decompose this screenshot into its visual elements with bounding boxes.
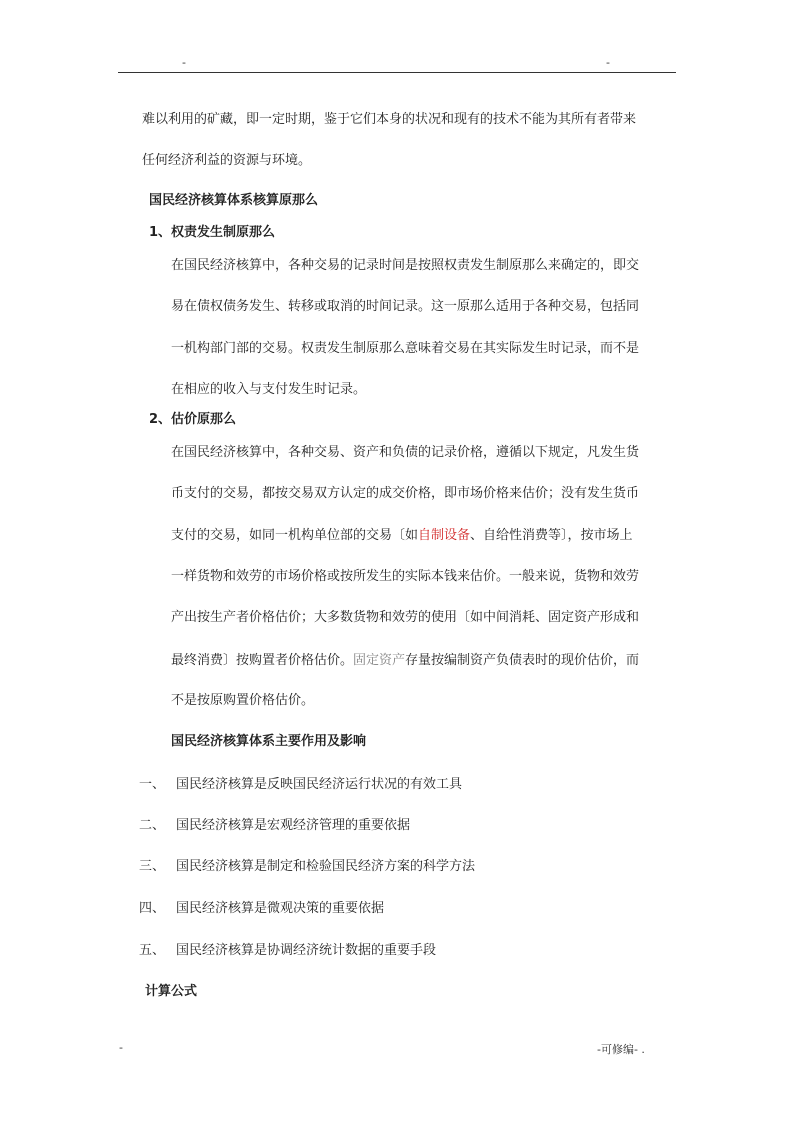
item2-line6-end: 存量按编制资产负债表时的现价估价，而 [405, 653, 640, 668]
highlight-fixed-assets: 固定资产 [353, 653, 406, 668]
item2-line3-start: 支付的交易，如同一机构单位部的交易〔如 [171, 528, 419, 543]
item2-line3-end: 、自给性消费等〕，按市场上 [470, 528, 633, 543]
role-text: 国民经济核算是协调经济统计数据的重要手段 [176, 943, 437, 958]
role-number: 三、 [139, 859, 166, 874]
role-number: 四、 [139, 901, 166, 916]
item2-line4: 一样货物和效劳的市场价格或按所发生的实际本钱来估价。一般来说，货物和效劳 [171, 569, 640, 584]
item2-title: 估价原那么 [171, 412, 237, 427]
item2-line1: 在国民经济核算中，各种交易、资产和负债的记录价格，遵循以下规定，凡发生货 [171, 445, 640, 460]
section-heading-formulas: 计算公式 [145, 984, 198, 999]
role-number: 二、 [139, 818, 166, 833]
item2-number: 2、 [149, 412, 172, 427]
para1-line1: 难以利用的矿藏，即一定时期，鉴于它们本身的状况和现有的技术不能为其所有者带来 [142, 112, 637, 127]
role-number: 一、 [139, 777, 166, 792]
footer-editable-note: -可修编- . [597, 1043, 645, 1056]
section-heading-principles: 国民经济核算体系核算原那么 [149, 193, 319, 208]
header-rule [118, 72, 676, 73]
highlight-self-made-equipment: 自制设备 [418, 528, 471, 543]
item2-line2: 币支付的交易，都按交易双方认定的成交价格，即市场价格来估价；没有发生货币 [171, 486, 640, 501]
role-text: 国民经济核算是宏观经济管理的重要依据 [176, 818, 411, 833]
role-text: 国民经济核算是微观决策的重要依据 [176, 901, 385, 916]
item1-title: 权责发生制原那么 [171, 225, 276, 240]
role-number: 五、 [139, 943, 166, 958]
para1-line2: 任何经济利益的资源与环境。 [142, 153, 312, 168]
role-text: 国民经济核算是制定和检验国民经济方案的科学方法 [176, 859, 476, 874]
item2-line5: 产出按生产者价格估价；大多数货物和效劳的使用〔如中间消耗、固定资产形成和 [171, 610, 640, 625]
item1-number: 1、 [149, 225, 172, 240]
item1-line: 在国民经济核算中，各种交易的记录时间是按照权责发生制原那么来确定的，即交 [171, 258, 640, 273]
item2-line6-start: 最终消费〕按购置者价格估价。 [171, 653, 354, 668]
section-heading-roles: 国民经济核算体系主要作用及影响 [171, 734, 367, 749]
item1-line: 一机构部门部的交易。权责发生制原那么意味着交易在其实际发生时记录，而不是 [171, 341, 640, 356]
item1-line: 易在债权债务发生、转移或取消的时间记录。这一原那么适用于各种交易，包括同 [171, 299, 640, 314]
footer-left-mark: - [119, 1041, 123, 1054]
item2-line6 [171, 651, 639, 671]
header-left-mark: - [182, 56, 186, 69]
role-text: 国民经济核算是反映国民经济运行状况的有效工具 [176, 777, 463, 792]
item1-line: 在相应的收入与支付发生时记录。 [171, 382, 367, 397]
item2-line7: 不是按原购置价格估价。 [171, 693, 315, 708]
header-right-mark: - [606, 56, 610, 69]
item2-line3 [171, 526, 633, 546]
